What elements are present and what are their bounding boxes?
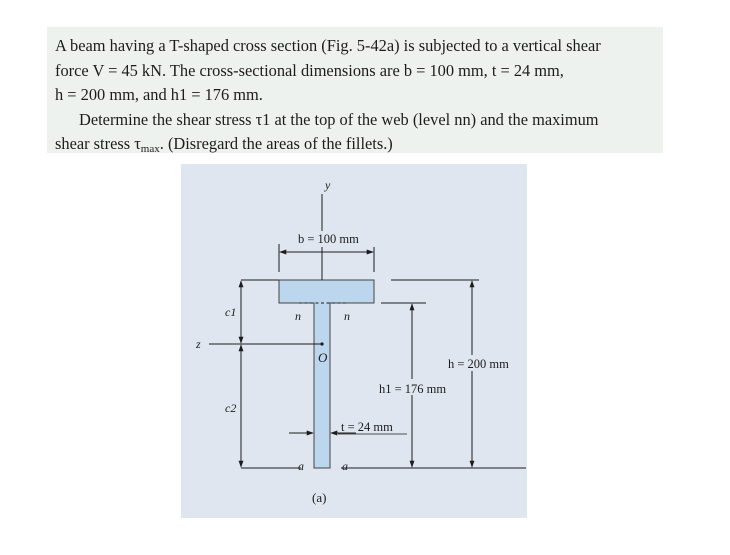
n-label-right: n xyxy=(344,309,350,323)
a-label-right: a xyxy=(342,459,348,473)
line-1: A beam having a T-shaped cross section (Fig. 5-42a) is subjected to a vertical shear xyxy=(55,36,601,55)
figure-panel xyxy=(181,164,527,523)
problem-statement xyxy=(47,27,663,153)
z-axis-label: z xyxy=(196,337,201,351)
a-label-left: a xyxy=(298,459,304,473)
y-axis-label: y xyxy=(325,178,331,192)
panel-background xyxy=(181,164,527,518)
tau-max-subscript: max xyxy=(140,143,160,155)
origin-label: O xyxy=(318,350,328,365)
line-2: force V = 45 kN. The cross-sectional dimensions are b = 100 mm, t = 24 mm, xyxy=(55,60,564,80)
b-dimension-label: b = 100 mm xyxy=(298,232,359,246)
paragraph-given xyxy=(55,34,655,108)
h-dimension-label: h = 200 mm xyxy=(448,357,509,371)
line-5-end: . (Disregard the areas of the fillets.) xyxy=(159,134,393,153)
figure-caption: (a) xyxy=(312,490,327,505)
c1-label: c1 xyxy=(225,305,237,319)
n-label-left: n xyxy=(295,309,301,323)
centroid-point xyxy=(320,342,323,345)
line-3: h = 200 mm, and h1 = 176 mm. xyxy=(55,85,263,104)
paragraph-question xyxy=(55,108,655,162)
c2-label: c2 xyxy=(225,401,237,415)
t-dimension-label: t = 24 mm xyxy=(341,420,393,434)
line-4: Determine the shear stress τ1 at the top of the web (level nn) and the maximum xyxy=(79,109,599,129)
h1-dimension-label: h1 = 176 mm xyxy=(379,382,447,396)
t-section-diagram xyxy=(181,164,527,518)
line-5-start: shear stress τ xyxy=(55,134,141,153)
